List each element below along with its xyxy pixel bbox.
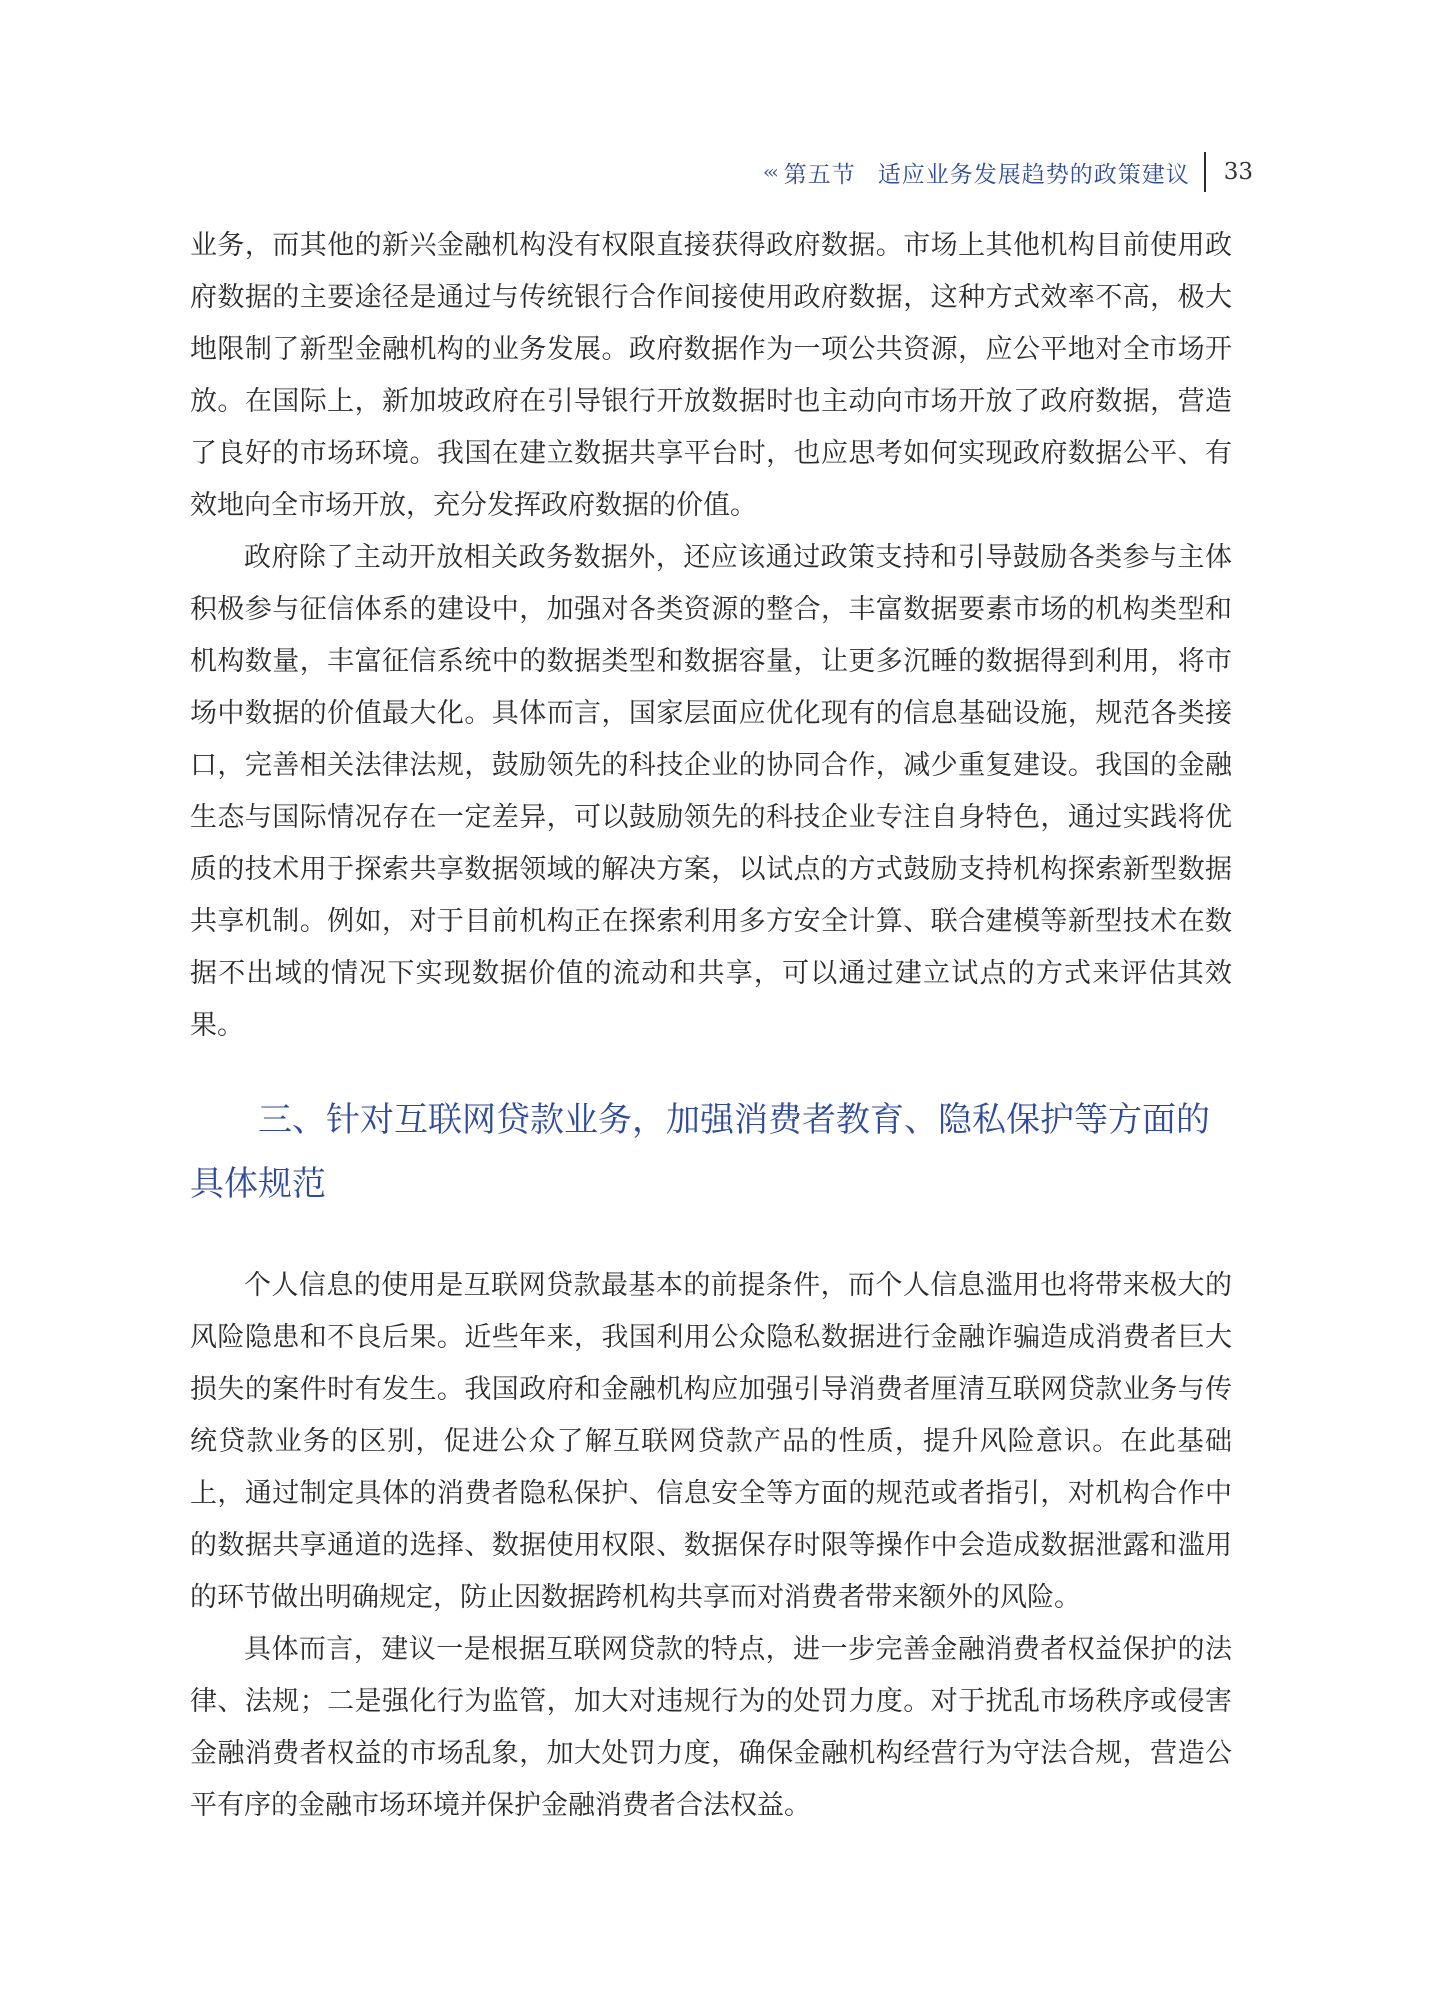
running-header [763, 150, 1253, 194]
section-heading: 三、针对互联网贷款业务，加强消费者教育、隐私保护等方面的具体规范 [190, 1100, 1210, 1204]
body-text-top [190, 220, 1232, 1052]
header-divider [1204, 152, 1206, 192]
header-section-number: 第五节 [783, 161, 856, 188]
body-text-bottom [190, 1260, 1232, 1832]
paragraph: 政府除了主动开放相关政务数据外，还应该通过政策支持和引导鼓励各类参与主体积极参与征信体系的建设中，加强对各类资源的整合，丰富数据要素市场的机构类型和机构数量，丰富征信系统中的数据类型和数据容量，让更多沉睡的数据得到利用，将市场中数据的价值最大化。具体而言，国家层面应优化现有的信息基础设施，规范各类接口，完善相关法律法规，鼓励领先的科技企业的协同合作，减少重复建设。我国的金融生态与国际情况存在一定差异，可以鼓励领先的科技企业专注自身特色，通过实践将优质的技术用于探索共享数据领域的解决方案，以试点的方式鼓励支持机构探索新型数据共享机制。例如，对于目前机构正在探索利用多方安全计算、联合建模等新型技术在数据不出域的情况下实现数据价值的流动和共享，可以通过建立试点的方式来评估其效果。 [190, 542, 1232, 1041]
chevron-left-icon: ‹‹‹ [763, 161, 776, 183]
page-number: 33 [1223, 159, 1253, 185]
paragraph: 具体而言，建议一是根据互联网贷款的特点，进一步完善金融消费者权益保护的法律、法规；二是强化行为监管，加大对违规行为的处罚力度。对于扰乱市场秩序或侵害金融消费者权益的市场乱象，加大处罚力度，确保金融机构经营行为守法合规，营造公平有序的金融市场环境并保护金融消费者合法权益。 [190, 1634, 1232, 1821]
paragraph-continued: 业务，而其他的新兴金融机构没有权限直接获得政府数据。市场上其他机构目前使用政府数据的主要途径是通过与传统银行合作间接使用政府数据，这种方式效率不高，极大地限制了新型金融机构的业务发展。政府数据作为一项公共资源，应公平地对全市场开放。在国际上，新加坡政府在引导银行开放数据时也主动向市场开放了政府数据，营造了良好的市场环境。我国在建立数据共享平台时，也应思考如何实现政府数据公平、有效地向全市场开放，充分发挥政府数据的价值。 [190, 230, 1232, 521]
header-section-title: 适应业务发展趋势的政策建议 [877, 161, 1190, 188]
paragraph: 个人信息的使用是互联网贷款最基本的前提条件，而个人信息滥用也将带来极大的风险隐患和不良后果。近些年来，我国利用公众隐私数据进行金融诈骗造成消费者巨大损失的案件时有发生。我国政府和金融机构应加强引导消费者厘清互联网贷款业务与传统贷款业务的区别，促进公众了解互联网贷款产品的性质，提升风险意识。在此基础上，通过制定具体的消费者隐私保护、信息安全等方面的规范或者指引，对机构合作中的数据共享通道的选择、数据使用权限、数据保存时限等操作中会造成数据泄露和滥用的环节做出明确规定，防止因数据跨机构共享而对消费者带来额外的风险。 [190, 1270, 1232, 1613]
